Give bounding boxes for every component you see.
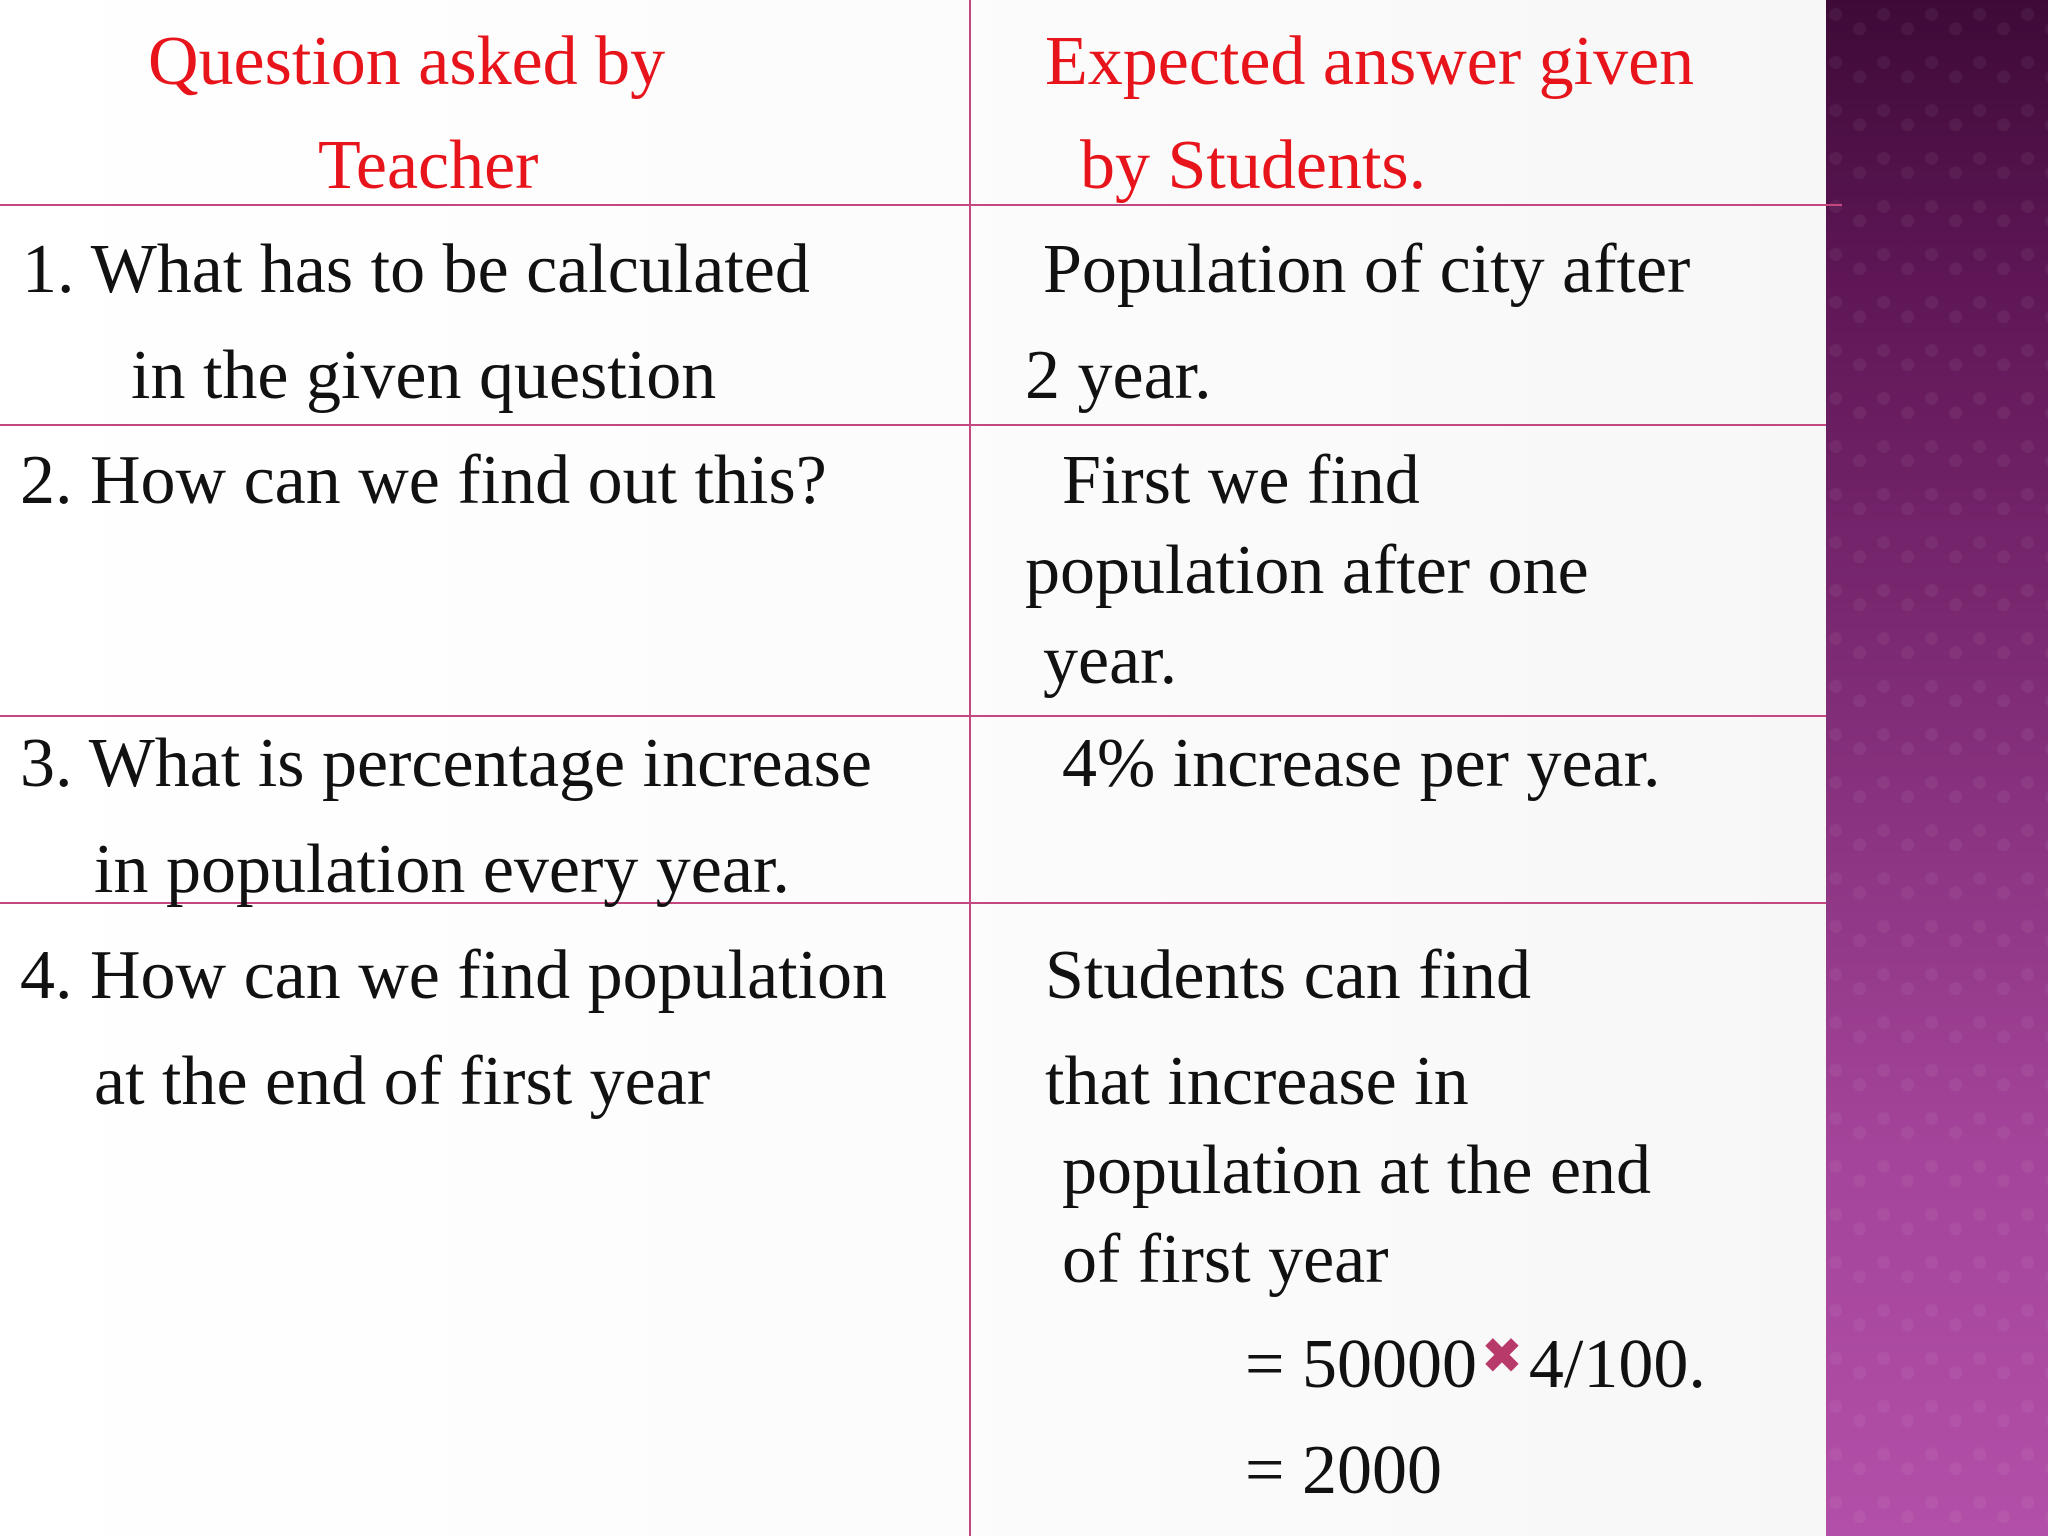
decorative-side-band — [1826, 0, 2048, 1536]
header-question-line1: Question asked by — [148, 23, 666, 100]
calculation-right: 4/100. — [1528, 1326, 1706, 1403]
row3-answer-line1: 4% increase per year. — [1062, 725, 1661, 802]
row4-question-line2: at the end of first year — [94, 1043, 711, 1120]
row3-question-line1: 3. What is percentage increase — [20, 725, 872, 802]
row4-answer-line2: that increase in — [1045, 1043, 1469, 1120]
header-answer-line2: by Students. — [1080, 127, 1427, 204]
row4-answer-line3: population at the end — [1062, 1132, 1652, 1209]
row4-answer-line1: Students can find — [1045, 937, 1532, 1014]
calculation-line1 — [1245, 1326, 1706, 1403]
row1-answer-line2: 2 year. — [1025, 337, 1212, 414]
calculation-left: = 50000 — [1245, 1326, 1477, 1403]
header-answer-line1: Expected answer given — [1045, 23, 1695, 100]
multiply-icon: ✖ — [1480, 1327, 1523, 1385]
row1-question-line2: in the given question — [131, 337, 717, 414]
row1-question-line1: 1. What has to be calculated — [22, 231, 810, 308]
column-divider — [969, 0, 971, 1536]
row2-answer-line3: year. — [1043, 622, 1178, 699]
row2-question-line1: 2. How can we find out this? — [20, 442, 827, 519]
header-row-divider — [0, 204, 1842, 206]
row-divider — [0, 715, 1826, 717]
row2-answer-line1: First we find — [1062, 442, 1420, 519]
row-divider — [0, 424, 1826, 426]
calculation-line2: = 2000 — [1245, 1432, 1442, 1509]
row4-answer-line4: of first year — [1062, 1221, 1389, 1298]
header-question-line2: Teacher — [318, 127, 539, 204]
row4-question-line1: 4. How can we find population — [20, 937, 888, 1014]
row2-answer-line2: population after one — [1025, 532, 1589, 609]
row3-question-line2: in population every year. — [94, 831, 790, 908]
row1-answer-line1: Population of city after — [1043, 231, 1691, 308]
